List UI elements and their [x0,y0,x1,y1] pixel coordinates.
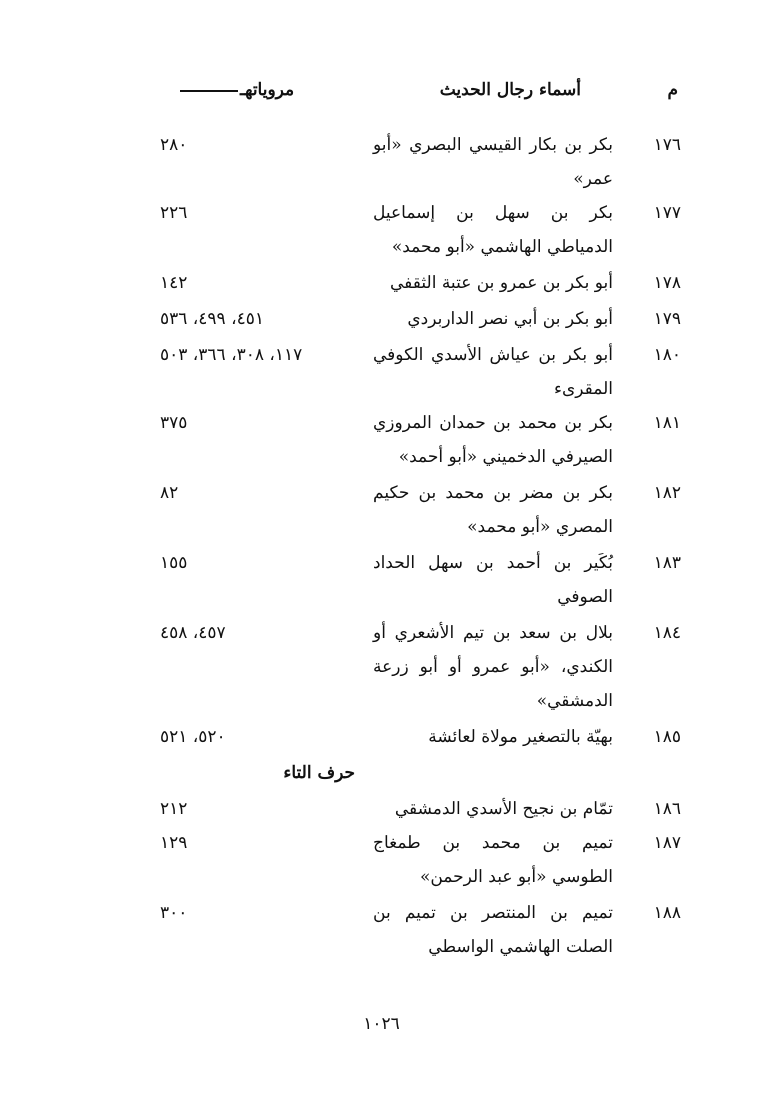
narrators-list [0,128,763,966]
narrator-name: بُكَير بن أحمد بن سهل الحداد الصوفي [373,553,613,607]
entry-number: ١٧٦ [653,135,681,155]
list-item [0,266,763,302]
list-item [0,302,763,338]
entry-number: ١٧٧ [653,203,681,223]
narrator-name: تميم بن محمد بن طمغاج الطوسي «أبو عبد الرحمن» [373,833,613,887]
narrator-name: بكر بن مضر بن محمد بن حكيم المصري «أبو محمد» [373,483,613,537]
page-number: ١٠٢٦ [363,1014,400,1034]
narration-refs: ٤٥١، ٤٩٩، ٥٣٦ [160,309,264,329]
narration-refs: ٢٨٠ [160,135,188,155]
entry-number: ١٨٢ [653,483,681,503]
narration-refs: ١١٧، ٣٠٨، ٣٦٦، ٥٠٣ [160,345,303,365]
list-item [0,616,763,720]
narrator-name: بكر بن بكار القيسي البصري «أبو عمر» [373,135,613,189]
narration-refs: ١٢٩ [160,833,188,853]
narration-refs: ٨٢ [160,483,179,503]
entry-number: ١٨٨ [653,903,681,923]
narrator-name: بلال بن سعد بن تيم الأشعري أو الكندي، «أبو عمرو أو أبو زرعة الدمشقي» [373,623,613,711]
entry-number: ١٨٣ [653,553,681,573]
narration-refs: ٢١٢ [160,799,188,819]
list-item [0,128,763,196]
narration-refs: ٤٥٧، ٤٥٨ [160,623,226,643]
narrator-name: تميم بن المنتصر بن تميم بن الصلت الهاشمي الواسطي [373,903,613,957]
column-header-narrations [180,80,294,100]
narrator-name: بهيّة بالتصغير مولاة لعائشة [428,727,613,747]
narration-refs: ٢٢٦ [160,203,188,223]
narration-refs: ١٥٥ [160,553,188,573]
entry-number: ١٨٦ [653,799,681,819]
column-header-number: م [667,80,678,100]
list-item [0,196,763,266]
list-item [0,720,763,756]
list-item [0,338,763,406]
entry-number: ١٧٩ [653,309,681,329]
narrator-name: أبو بكر بن عمرو بن عتبة الثقفي [390,273,613,293]
narrator-name: أبو بكر بن عياش الأسدي الكوفي المقرىء [373,345,613,399]
list-item [0,476,763,546]
narrator-name: بكر بن سهل بن إسماعيل الدمياطي الهاشمي «أبو محمد» [373,203,613,257]
narrator-name: أبو بكر بن أبي نصر الداربردي [407,309,613,329]
entry-number: ١٨٠ [653,345,681,365]
narration-refs: ١٤٢ [160,273,188,293]
list-item [0,896,763,966]
list-item [0,406,763,476]
narrator-name: بكر بن محمد بن حمدان المروزي الصيرفي الدخميني «أبو أحمد» [373,413,613,467]
column-header-name: أسماء رجال الحديث [439,80,581,100]
list-item [0,546,763,616]
column-header-narrations-text: مروياتهـ [240,80,295,100]
entry-number: ١٧٨ [653,273,681,293]
narration-refs: ٣٧٥ [160,413,188,433]
section-heading-row [0,756,763,792]
entry-number: ١٨٧ [653,833,681,853]
section-heading: حرف التاء [283,763,355,783]
list-item [0,826,763,896]
narration-refs: ٥٢٠، ٥٢١ [160,727,226,747]
header-underline [180,90,238,92]
list-item [0,792,763,826]
narration-refs: ٣٠٠ [160,903,188,923]
narrator-name: تمّام بن نجيح الأسدي الدمشقي [394,799,613,819]
entry-number: ١٨٥ [653,727,681,747]
entry-number: ١٨٤ [653,623,681,643]
entry-number: ١٨١ [653,413,681,433]
